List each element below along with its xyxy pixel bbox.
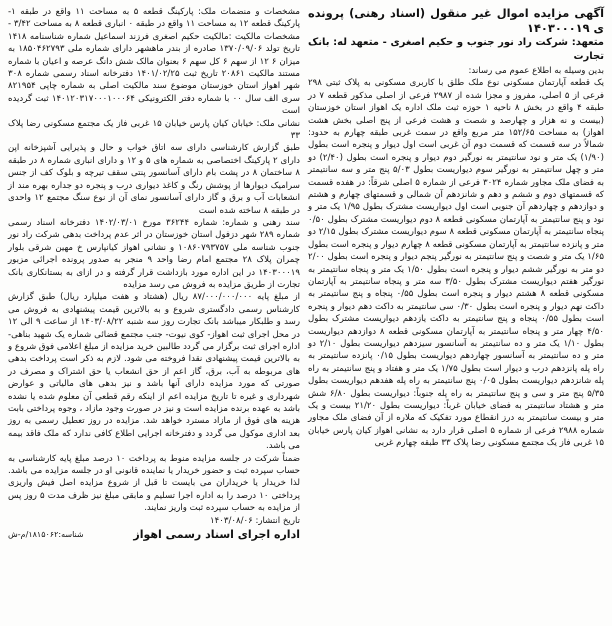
notice-subtitle: متعهد: شرکت راد نور جنوب و حکیم اصغری - متعهد له: بانک تجارت <box>308 37 604 62</box>
notice-columns <box>8 6 604 622</box>
property-description: یک قطعه آپارتمان مسکونی نوع ملک طلق با کاربری مسکونی به پلاک ثبتی ۲۹۸ فرعی از ۵ اصلی، مفروز و مجزا شده از ۲۹۸۷ فرعی از اصلی مذکور قطعه ۷ در طبقه ۴ واقع در بخش ۸ ناحیه ۱ حوزه ثبت ملک اداره یک اهواز استان خوزستان (بیست و نه هزار و چهارصد و شصت و هشت فرعی از پنج اصلی بخش هشت اهواز) به مساحت ۱۵۲/۶۵ متر مربع واقع در سمت غربی طبقه چهارم به حدود: شمالاً در سه قسمت که قسمت دوم آن غربی است اول دیوار و پنجره است بطول (۱/۹۰) یک متر و نود سانتیمتر به نورگیر دوم دیوار و پنجره است بطول (۲/۴۰) دو متر و چهل سانتیمتر به نورگیر سوم دیواریست بطول ۵/۰۳ پنج متر و سه سانتیمتر به فضای ملک مجاور شماره ۳۰۲۴ فرعی از شماره ۵ اصلی شرقاً: در هفده قسمت که قسمتهای دوم و ششم و دهم و شانزدهم آن شمالی و قسمتهای چهارم و هشتم و دوازدهم و چهاردهم آن جنوبی است اول دیواریست مشترک بطول ۱/۹۵ یک متر و نود و پنج سانتیمتر به آپارتمان مسکونی قطعه ۸ دوم دیواریست مشترک بطول ۰/۵۰ پنجاه سانتیمتر به آپارتمان مسکونی قطعه ۸ سوم دیواریست مشترک بطول ۲/۱۵ دو متر و پانزده سانتیمتر به آپارتمان مسکونی قطعه ۸ چهارم دیوار و پنجره است بطول ۱/۶۵ یک متر و شصت و پنج سانتیمتر به نورگیر پنجم دیوار و پنجره است بطول ۲/۰۰ دو متر به نورگیر ششم دیوار و پنجره است بطول ۱/۵۰ یک متر و پنجاه سانتیمتر به نورگیر هفتم دیواریست مشترک بطول ۳/۵۰ سه متر و پنجاه سانتیمتر به آپارتمان مسکونی قطعه ۸ هشتم دیوار و پنجره است بطول ۰/۵۵ پنجاه و پنج سانتیمتر به داکت نهم دیوار و پنجره است بطول ۰/۳۰ سی سانتیمتر به داکت دهم دیوار و پنجره است بطول ۰/۵۵ پنجاه و پنج سانتیمتر به داکت یازدهم دیواریست مشترک بطول ۴/۵۰ چهار متر و پنجاه سانتیمتر به آپارتمان مسکونی قطعه ۸ دوازدهم دیواریست بطول ۱/۱۰ یک متر و ده سانتیمتر به آسانسور سیزدهم دیواریست بطول ۲/۱۰ دو متر و ده سانتیمتر به آسانسور چهاردهم دیواریست بطول ۰/۱۵ پانزده سانتیمتر به راه پله پانزدهم درب و دیوار است بطول ۱/۷۵ یک متر و هفتاد و پنج سانتیمتر به راه پله شانزدهم دیواریست بطول ۰/۰۵ پنج سانتیمتر به راه پله هفدهم دیواریست بطول ۵/۳۵ پنج متر و سی و پنج سانتیمتر به راه پله جنوباً: دیواریست بطول ۶/۸۰ شش متر و هشتاد سانتیمتر به فضای خیابان غرباً: دیواریست بطول ۲۱/۲۰ بیست و یک متر و بیست سانتیمتر به درز انقطاع مورد تفکیک که ملاره از آن فضای ملک مجاور شماره ۲۹۸۸ فرعی از شماره ۵ اصلی قرار دارد به نشانی اهواز کیان پارس خیابان ۱۵ غربی فاز یک مجتمع مسکونی رضا پلاک ۳۳ طبقه چهارم غربی <box>305 78 605 449</box>
publish-date: ۱۴۰۳/۰۸/۰۶ <box>210 515 253 526</box>
left-column <box>8 6 300 622</box>
notice-title: آگهی مزایده اموال غیر منقول (اسناد رهنی) پرونده ی ۱۴۰۳۰۰۰۱۹ <box>308 6 604 35</box>
notice-serial: شناسه:۱۸۱۵۰۶۲/م-ش <box>8 530 84 540</box>
publish-date-line <box>8 515 300 527</box>
auction-terms: مشخصات و منضمات ملک: پارکینگ قطعه ۵ به مساحت ۱۱ واقع در طبقه ۱- پارکینگ قطعه ۱۲ به مساحت ۱۱ واقع در طبقه ۰ انباری قطعه ۸ به مساحت ۳/۴۲ - مشخصات مالکیت :مالکیت حکیم اصغری فرزند اسماعیل شماره شناسنامه ۱۴۱۸ تاریخ تولد ۱۳۷۰/۰۹/۰۶ صادره از بندر ماهشهر دارای شماره ملی ۱۸۵۰۴۶۲۷۹۳ به میزان ۶ ۱۲ از سهم ۶ کل سهم ۶ بعنوان مالک شش دانگ عرصه و اعیان با شماره مستند مالکیت ۲۰۸۶۱ تاریخ ثبت ۱۴۰۱/۰۲/۲۵ دفترخانه اسناد رسمی شماره ۳۰۸ شهر اهواز استان خوزستان موضوع سند مالکیت اصلی به شماره چاپی ۸۲۱۹۵۴ سری الف سال ۰۰ با شماره دفتر الکترونیکی ۱۴۰۱۲۰۳۱۷۰۰۰۱۰۰۰۶۴ ثبت گردیده است نشانی ملک: خیابان کیان پارس خیابان ۱۵ غربی فاز یک مجتمع مسکونی رضا پلاک ۳۳ طبق گزارش کارشناسی دارای سه اتاق خواب و حال و پذیرایی آشپزخانه اپن دارای ۲ پارکینگ اختصاصی به شماره های ۵ و ۱۲ و دارای انباری شماره ۸ در طبقه ۸ ساختمان ۸ در پشت بام دارای آسانسور پنتی سقف تیرچه و بلوک کف از جنس سرامیک دیوارها از پوشش رنگ و کاغذ دیواری درب و پنجره دو جداره بهره مند از انشعابات آب و برق و گاز دارای آسانسور نمای آن از نوع سنگ مجتمع ۱۲ واحدی در طبقه ۸ ساخته شده است سند رهنی و شماره: شماره ۳۶۲۴۴ مورخ ۱۴۰۲/۰۳/۰۱ دفترخانه اسناد رسمی شماره ۲۸۹ شهر دزفول استان خوزستان در اثر عدم پرداخت بدهی شرکت راد نور جنوب شناسه ملی ۱۰۸۶۰۷۹۳۷۵۷ و نشانی اهواز کیانپارس خ مهین شرقی بلوار چمران پلاک ۲۸ مجتمع امام رضا واحد ۹ منجر به صدور پرونده اجرائی مزبور ۱۴۰۳۰۰۰۱۹ در این اداره مورد بازداشت قرار گرفته و در ازای به بستانکاری بانک تجارت از طریق مزایده به فروش می رسد مزایده از مبلغ پایه ۸۷/۰۰۰/۰۰۰/۰۰۰ ریال (هشتاد و هفت میلیارد ریال) طبق گزارش کارشناس رسمی دادگستری شروع و به بالاترین قیمت پیشنهادی به فروش می رسد و طلبکار میباشد بانک تجارت روز سه شنبه ۱۴۰۳/۰۸/۲۲ از ساعت ۹ الی ۱۲ در محل اجرای ثبت اهواز- کوی نیوت- جنب مجتمع قضائی شماره یک شهید بناهی- اداره اجرای ثبت برگزار می گردد طالبین خرید مزایده از مبلغ اعلامی فوق شروع و به بالاترین قیمت پیشنهادی نقدا فروخته می شود. لازم به ذکر است پرداخت بدهی های مربوطه به آب، برق، گاز اعم از حق انشعاب یا حق اشتراک و مصرف در صورتی که مورد مزایده دارای آنها باشد و نیز بدهی های مالیاتی و عوارض شهرداری و غیره تا تاریخ مزایده اعم از اینکه رقم قطعی آن معلوم شده یا نشده باشد به عهده برنده مزایده است و نیز در صورت وجود مازاد ، وجوه پرداختی بابت هزینه های فوق از مازاد مسترد خواهد شد. مزایده در روز تعطیل رسمی به روز بعد اداری موکول می گردد و دفترخانه اجرایی اطلاع کافی ندارد که ملک فاقد بیمه می باشد. ضمناً شرکت در جلسه مزایده منوط به پرداخت ۱۰ درصد مبلغ پایه کارشناسی به حساب سپرده ثبت و حضور خریدار یا نماینده قانونی او در جلسه مزایده می باشد. لذا خریدار یا خریداران می بایست تا قبل از شروع مزایده اصل فیش واریزی پرداختی ۱۰ درصد را به اداره اجرا تسلیم و مابقی مبلغ نیز ظرف مدت ۵ روز پس از مزایده به حساب سپرده ثبت واریز نمایند. <box>8 7 301 514</box>
notice-footer <box>8 529 300 541</box>
notice-lead: بدین وسیله به اطلاع عموم می رساند: <box>468 66 604 76</box>
right-column <box>305 6 605 622</box>
publish-date-label: تاریخ انتشار: <box>255 515 300 526</box>
issuing-office: اداره اجرای اسناد رسمی اهواز <box>133 528 300 542</box>
